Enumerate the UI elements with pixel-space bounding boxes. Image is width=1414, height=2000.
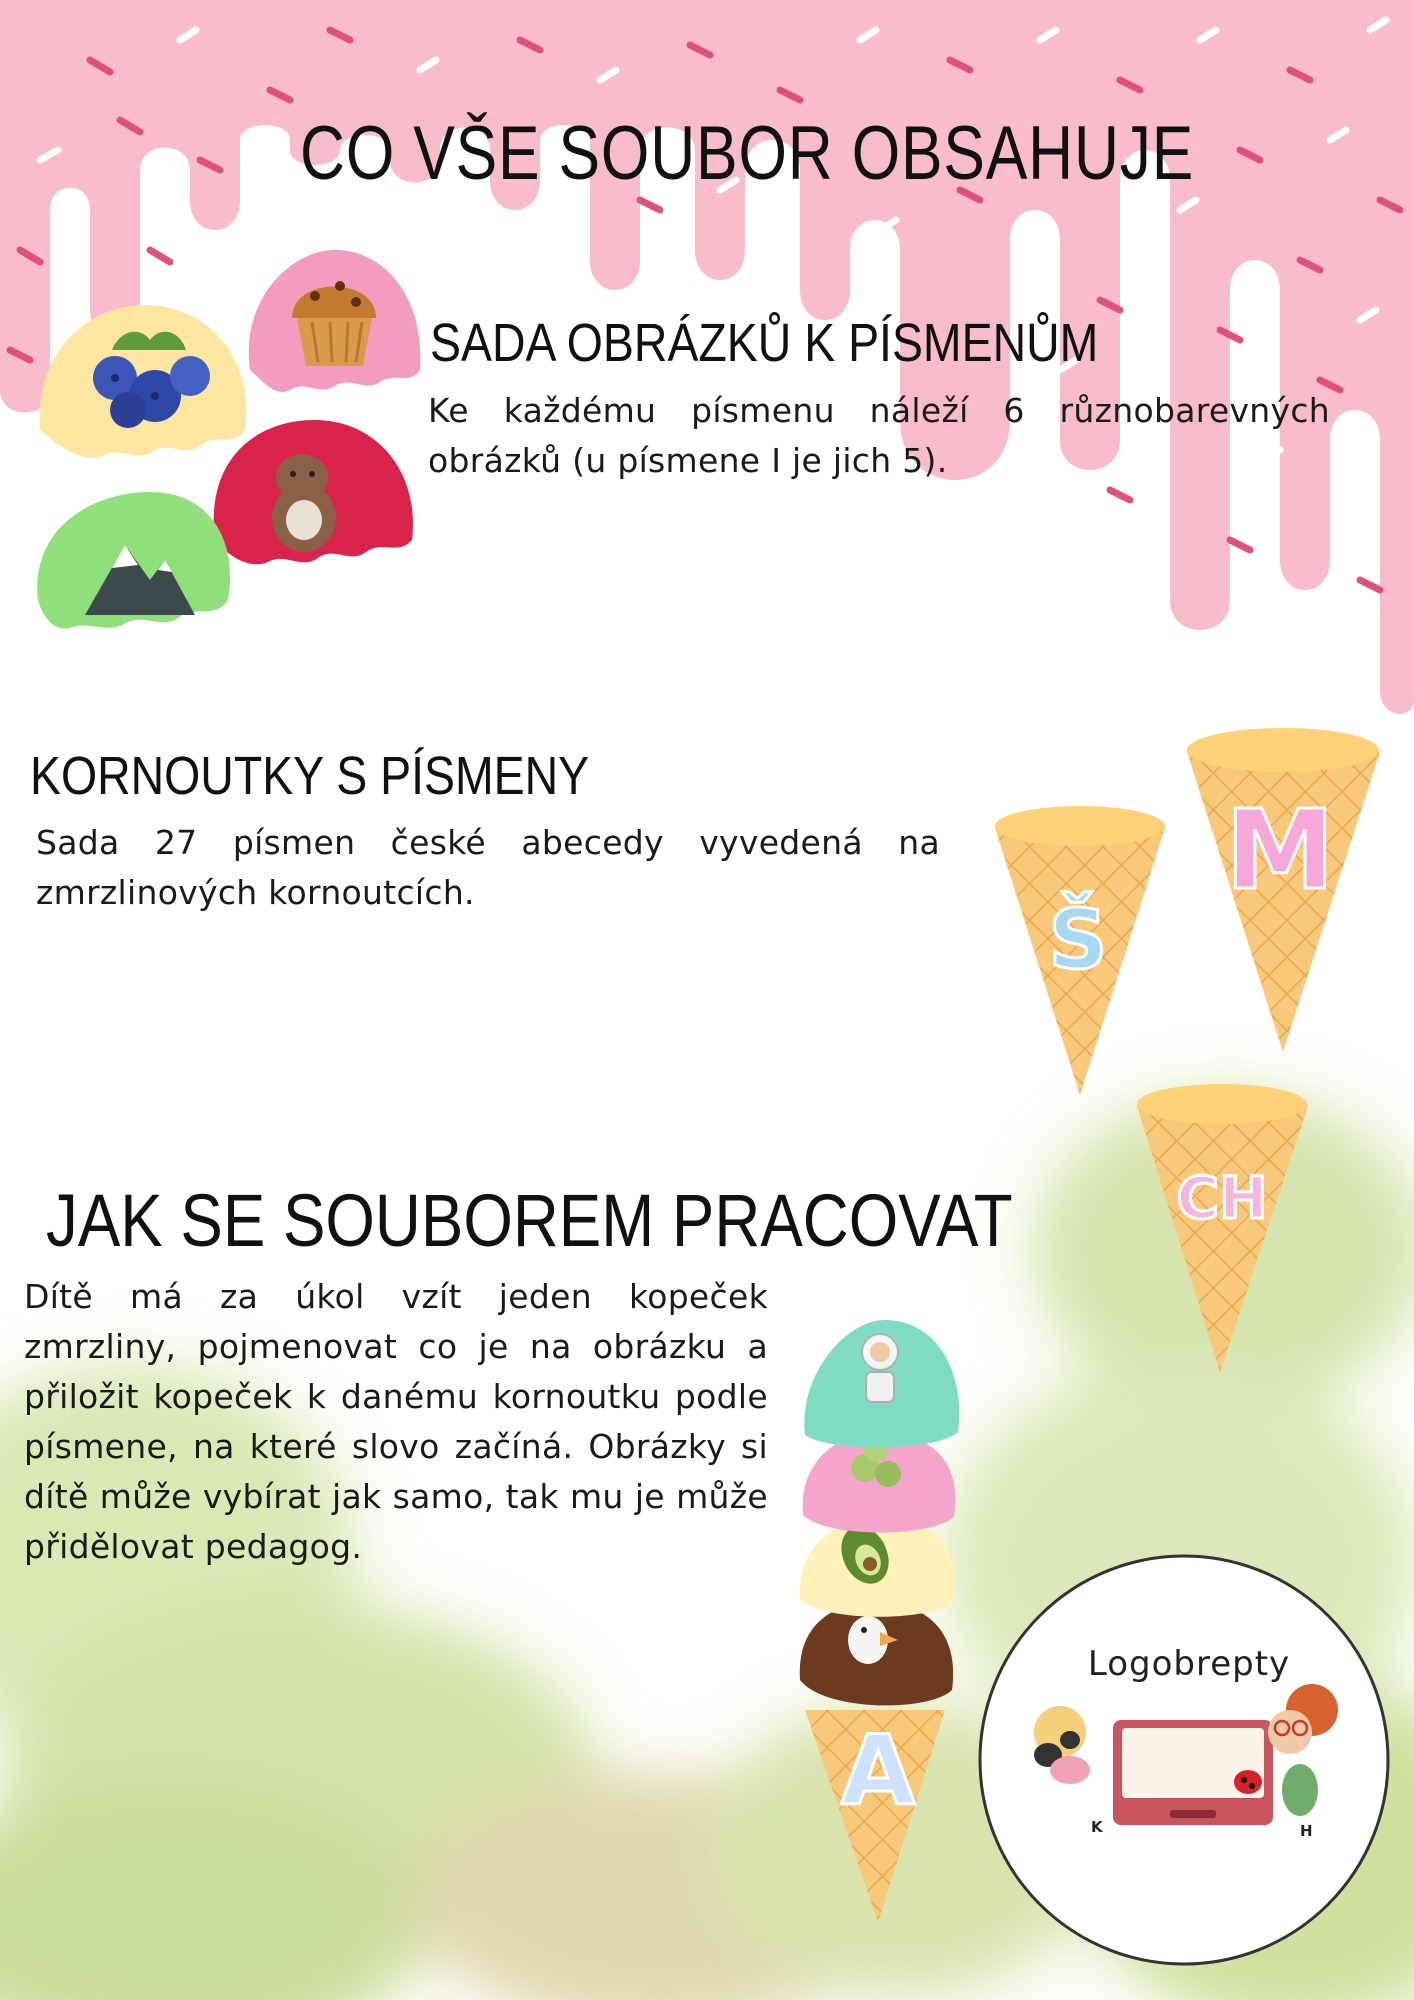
section-text-how-to-work: Dítě má za úkol vzít jeden kopeček zmrzliny, pojmenovat co je na obrázku a přiložit kopeček k danému kornoutku podle písmene, na které slovo začíná. Obrázky si dítě může vybírat jak samo, tak mu je může přidělovat pedagog. [24,1277,768,1566]
logo-letter-h: H [1300,1822,1313,1840]
section-text-picture-set: Ke každému písmenu náleží 6 různobarevných obrázků (u písmene I je jich 5). [428,391,1330,480]
logo-name: Logobrepty [1087,1644,1291,1684]
section-heading-letter-cones: KORNOUTKY S PÍSMENY [30,746,590,806]
cone-letter-ch: CH [1176,1164,1268,1232]
page-title: CO VŠE SOUBOR OBSAHUJE [300,111,1195,196]
section-heading-how-to-work: JAK SE SOUBOREM PRACOVAT [46,1179,1013,1262]
section-heading-picture-set: SADA OBRÁZKŮ K PÍSMENŮM [430,313,1099,373]
cone-letter-m: M [1225,786,1335,914]
logo-letter-k: K [1091,1818,1103,1836]
cone-letter-s-caron: Š [1048,893,1108,988]
section-text-letter-cones: Sada 27 písmen české abecedy vyvedená na zmrzlinových kornoutcích. [36,823,940,912]
cone-letter-a: A [840,1715,916,1827]
